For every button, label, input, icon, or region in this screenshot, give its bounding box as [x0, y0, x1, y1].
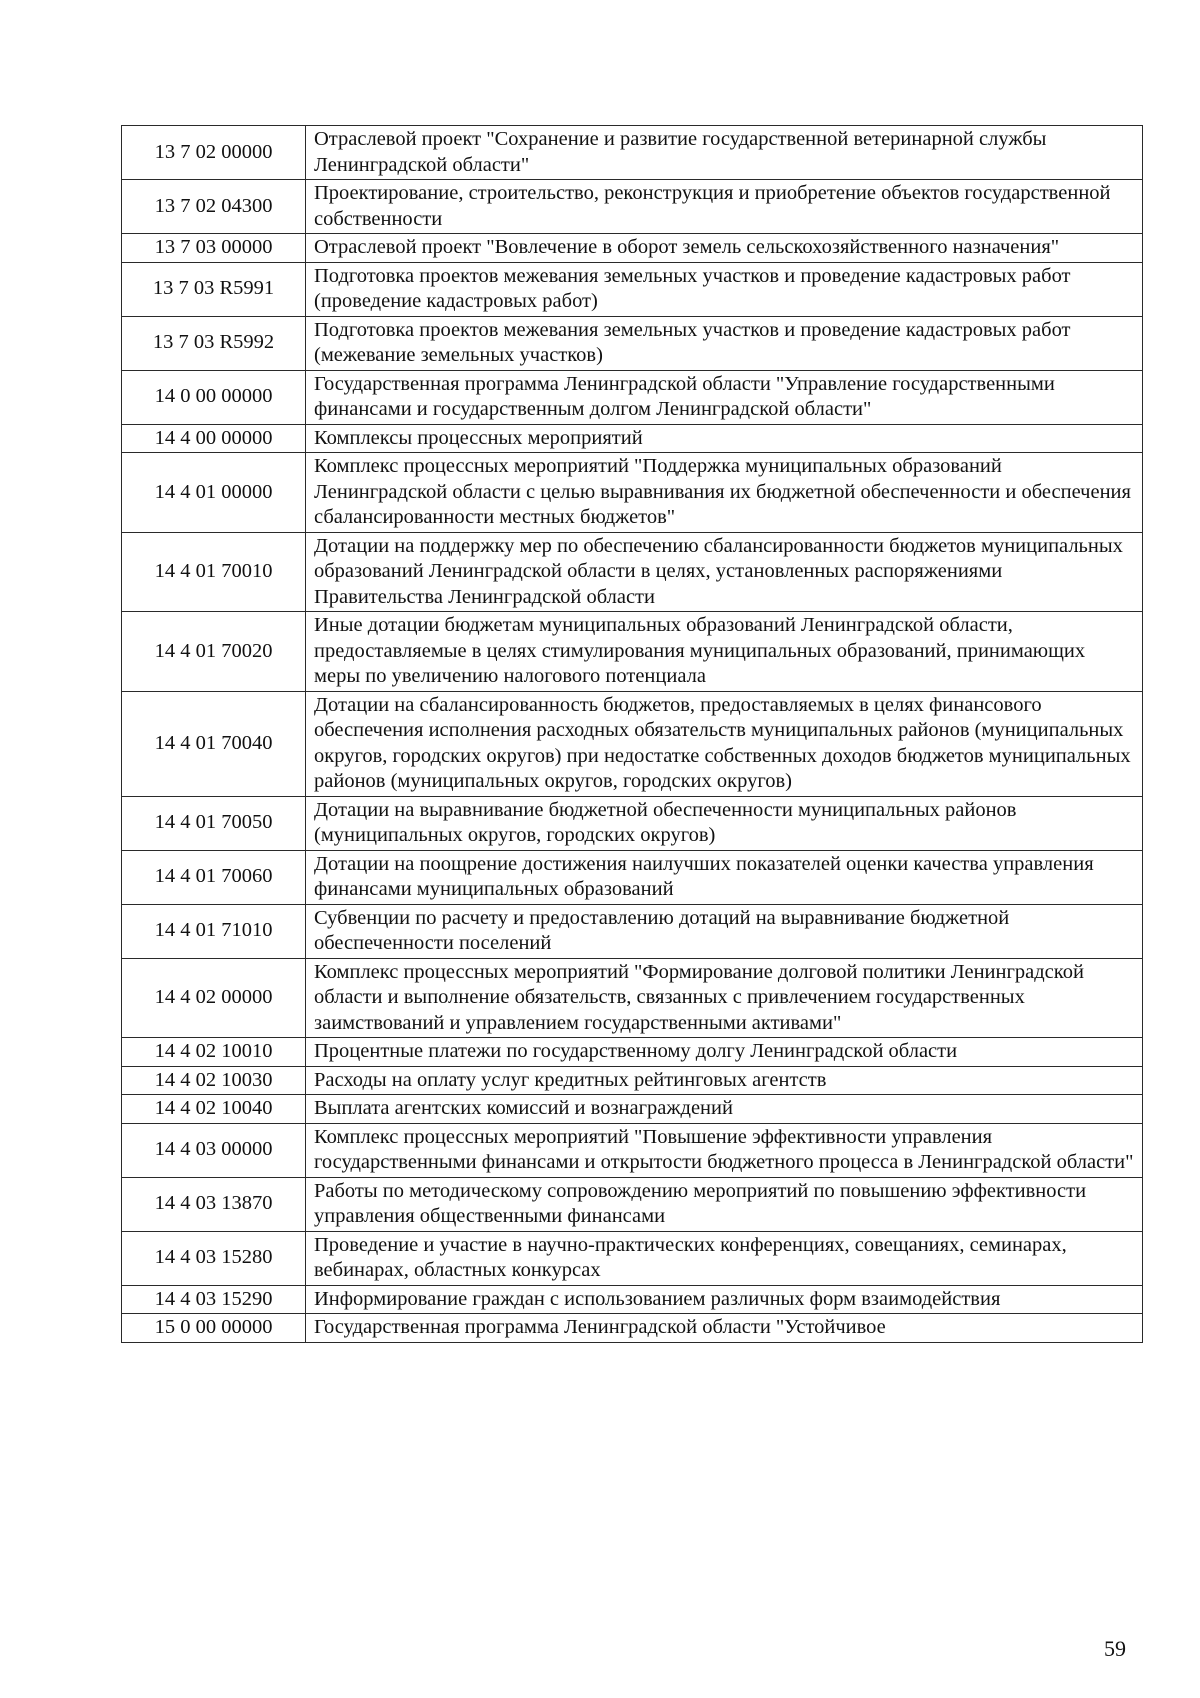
description-cell: Выплата агентских комиссий и вознаграждений	[306, 1095, 1143, 1124]
table-row	[122, 180, 1143, 234]
classification-code-cell: 15 0 00 00000	[122, 1314, 306, 1343]
classification-code-cell: 14 4 01 70020	[122, 612, 306, 692]
table-row	[122, 1285, 1143, 1314]
description-cell: Подготовка проектов межевания земельных участков и проведение кадастровых работ (межевание земельных участков)	[306, 316, 1143, 370]
description-cell: Комплекс процессных мероприятий "Поддержка муниципальных образований Ленинградской области с целью выравнивания их бюджетной обеспеченности и обеспечения сбалансированности местных бюджетов"	[306, 453, 1143, 533]
description-cell: Комплекс процессных мероприятий "Формирование долговой политики Ленинградской области и выполнение обязательств, связанных с привлечением государственных заимствований и управлением государственными активами"	[306, 958, 1143, 1038]
table-row	[122, 424, 1143, 453]
classification-code-cell: 14 4 02 00000	[122, 958, 306, 1038]
description-cell: Государственная программа Ленинградской области "Устойчивое	[306, 1314, 1143, 1343]
classification-code-cell: 14 4 03 15290	[122, 1285, 306, 1314]
classification-code-cell: 13 7 02 04300	[122, 180, 306, 234]
table-row	[122, 262, 1143, 316]
description-cell: Расходы на оплату услуг кредитных рейтинговых агентств	[306, 1066, 1143, 1095]
classification-code-cell: 14 4 00 00000	[122, 424, 306, 453]
description-cell: Государственная программа Ленинградской области "Управление государственными финансами и государственным долгом Ленинградской области"	[306, 370, 1143, 424]
description-cell: Иные дотации бюджетам муниципальных образований Ленинградской области, предоставляемые в целях стимулирования муниципальных образований, принимающих меры по увеличению налогового потенциала	[306, 612, 1143, 692]
table-row	[122, 1038, 1143, 1067]
classification-code-cell: 14 4 01 70010	[122, 532, 306, 612]
classification-code-cell: 14 4 02 10010	[122, 1038, 306, 1067]
table-row	[122, 370, 1143, 424]
table-row	[122, 958, 1143, 1038]
page-number: 59	[1104, 1636, 1126, 1661]
table-body	[122, 126, 1143, 1343]
description-cell: Проектирование, строительство, реконструкция и приобретение объектов государственной собственности	[306, 180, 1143, 234]
classification-code-cell: 14 4 01 70040	[122, 691, 306, 796]
description-cell: Дотации на выравнивание бюджетной обеспеченности муниципальных районов (муниципальных округов, городских округов)	[306, 796, 1143, 850]
table-row	[122, 453, 1143, 533]
table-row	[122, 904, 1143, 958]
description-cell: Комплексы процессных мероприятий	[306, 424, 1143, 453]
classification-code-cell: 14 4 02 10030	[122, 1066, 306, 1095]
classification-code-cell: 13 7 03 R5992	[122, 316, 306, 370]
table-row	[122, 1095, 1143, 1124]
description-cell: Информирование граждан с использованием различных форм взаимодействия	[306, 1285, 1143, 1314]
table-row	[122, 1177, 1143, 1231]
classification-code-cell: 14 4 01 00000	[122, 453, 306, 533]
description-cell: Субвенции по расчету и предоставлению дотаций на выравнивание бюджетной обеспеченности поселений	[306, 904, 1143, 958]
table-row	[122, 850, 1143, 904]
table-row	[122, 796, 1143, 850]
table-row	[122, 1123, 1143, 1177]
description-cell: Комплекс процессных мероприятий "Повышение эффективности управления государственными финансами и открытости бюджетного процесса в Ленинградской области"	[306, 1123, 1143, 1177]
classification-code-cell: 13 7 03 R5991	[122, 262, 306, 316]
description-cell: Процентные платежи по государственному долгу Ленинградской области	[306, 1038, 1143, 1067]
table-row	[122, 1231, 1143, 1285]
table-row	[122, 532, 1143, 612]
budget-classification-table	[121, 125, 1143, 1343]
classification-code-cell: 14 4 03 00000	[122, 1123, 306, 1177]
classification-code-cell: 14 4 01 70060	[122, 850, 306, 904]
classification-code-cell: 14 4 01 70050	[122, 796, 306, 850]
description-cell: Дотации на сбалансированность бюджетов, предоставляемых в целях финансового обеспечения исполнения расходных обязательств муниципальных районов (муниципальных округов, городских округов) при недостатке собственных доходов бюджетов муниципальных районов (муниципальных округов, городских округов)	[306, 691, 1143, 796]
classification-code-cell: 14 4 03 15280	[122, 1231, 306, 1285]
table-row	[122, 316, 1143, 370]
classification-code-cell: 13 7 02 00000	[122, 126, 306, 180]
description-cell: Дотации на поощрение достижения наилучших показателей оценки качества управления финансами муниципальных образований	[306, 850, 1143, 904]
classification-code-cell: 14 4 03 13870	[122, 1177, 306, 1231]
description-cell: Дотации на поддержку мер по обеспечению сбалансированности бюджетов муниципальных образований Ленинградской области в целях, установленных распоряжениями Правительства Ленинградской области	[306, 532, 1143, 612]
classification-code-cell: 14 0 00 00000	[122, 370, 306, 424]
description-cell: Отраслевой проект "Вовлечение в оборот земель сельскохозяйственного назначения"	[306, 234, 1143, 263]
classification-code-cell: 14 4 02 10040	[122, 1095, 306, 1124]
table-row	[122, 126, 1143, 180]
description-cell: Отраслевой проект "Сохранение и развитие государственной ветеринарной службы Ленинградской области"	[306, 126, 1143, 180]
classification-code-cell: 13 7 03 00000	[122, 234, 306, 263]
table-row	[122, 612, 1143, 692]
table-row	[122, 234, 1143, 263]
description-cell: Работы по методическому сопровождению мероприятий по повышению эффективности управления общественными финансами	[306, 1177, 1143, 1231]
description-cell: Проведение и участие в научно-практических конференциях, совещаниях, семинарах, вебинарах, областных конкурсах	[306, 1231, 1143, 1285]
description-cell: Подготовка проектов межевания земельных участков и проведение кадастровых работ (проведение кадастровых работ)	[306, 262, 1143, 316]
table-row	[122, 1314, 1143, 1343]
classification-code-cell: 14 4 01 71010	[122, 904, 306, 958]
table-row	[122, 1066, 1143, 1095]
table-row	[122, 691, 1143, 796]
